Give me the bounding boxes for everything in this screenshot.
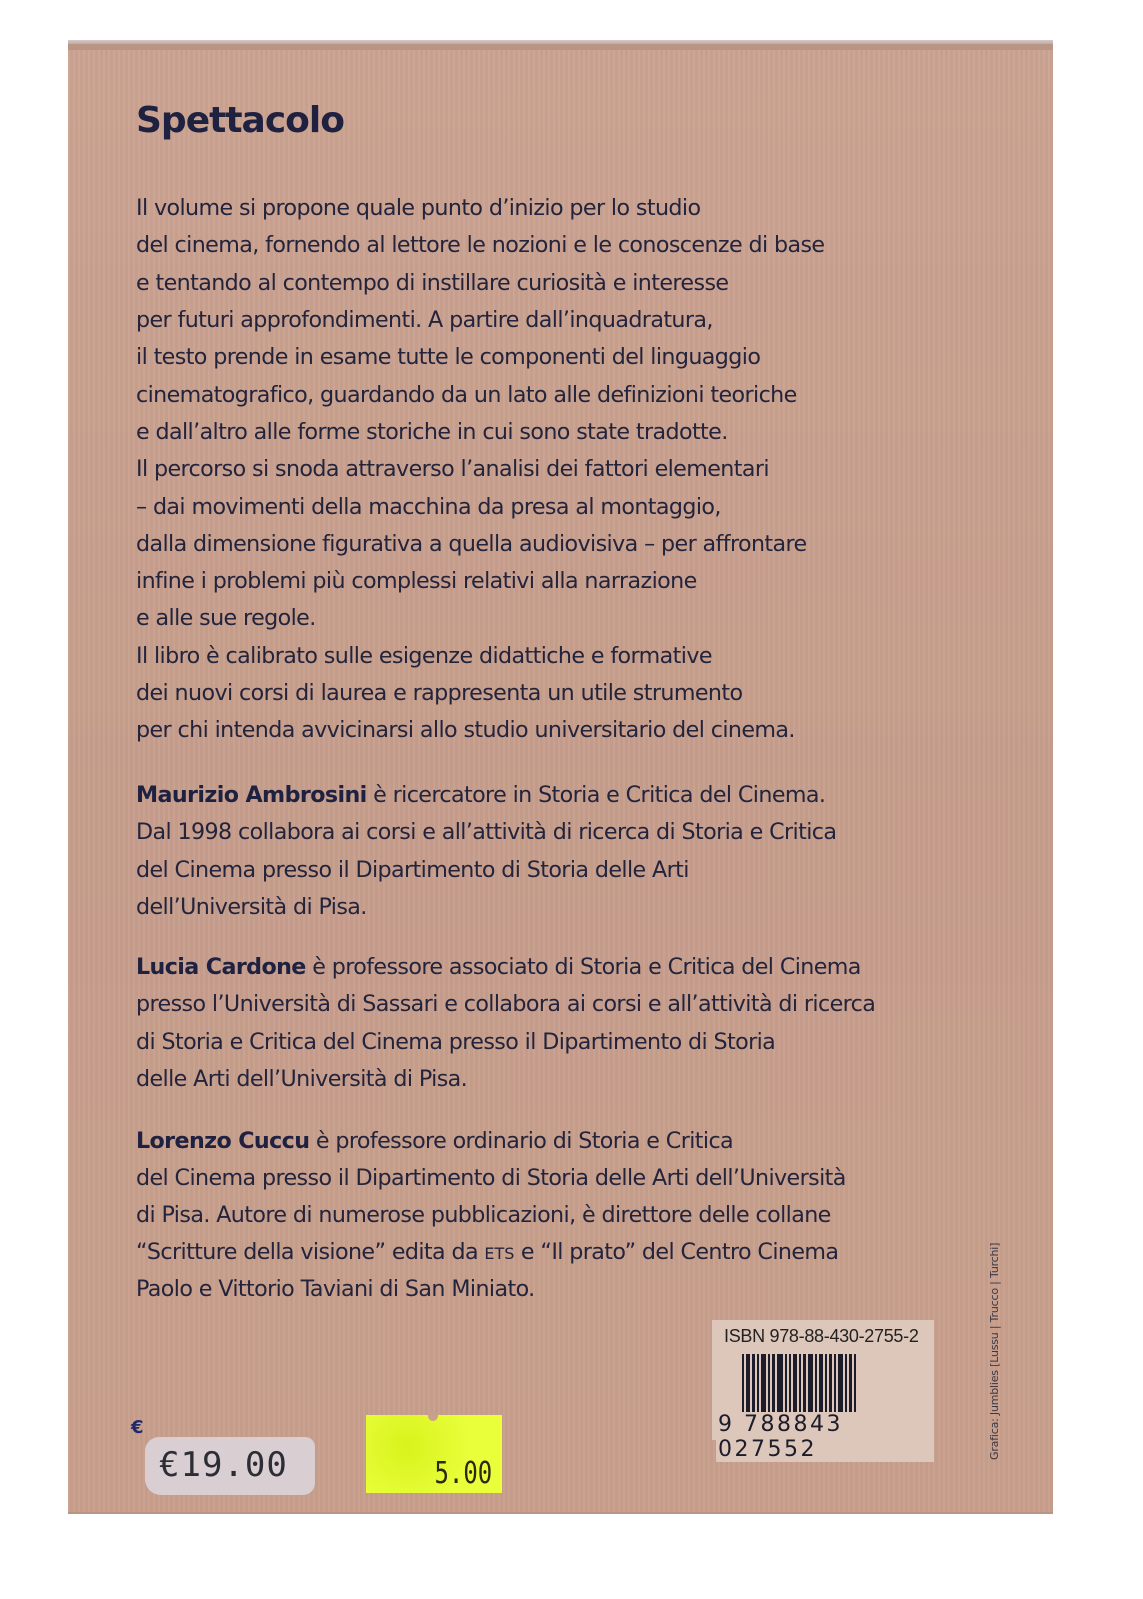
blurb-line: e alle sue regole.	[136, 605, 316, 631]
blurb-line: cinematografico, guardando da un lato alle definizioni teoriche	[136, 382, 797, 408]
series-title: Spettacolo	[136, 100, 344, 141]
author-bio-line: del Cinema presso il Dipartimento di Storia delle Arti	[136, 857, 689, 883]
author-bio-line	[136, 956, 861, 978]
author-bio-text: è ricercatore in Storia e Critica del Cinema.	[366, 782, 826, 808]
author-name: Lucia Cardone	[136, 954, 306, 980]
euro-mark: €	[131, 1417, 144, 1438]
blurb-line: dei nuovi corsi di laurea e rappresenta un utile strumento	[136, 680, 743, 706]
blurb-line: Il percorso si snoda attraverso l’analisi dei fattori elementari	[136, 456, 769, 482]
blurb-line: – dai movimenti della macchina da presa al montaggio,	[136, 494, 721, 520]
author-bio-line	[136, 1241, 838, 1263]
author-bio-line: Dal 1998 collabora ai corsi e all’attività di ricerca di Storia e Critica	[136, 819, 837, 845]
blurb-line: infine i problemi più complessi relativi alla narrazione	[136, 568, 697, 594]
original-price: €19.00	[159, 1445, 288, 1485]
author-bio-text: è professore ordinario di Storia e Critica	[309, 1128, 734, 1154]
author-name: Maurizio Ambrosini	[136, 782, 367, 808]
author-bio-line: del Cinema presso il Dipartimento di Storia delle Arti dell’Università	[136, 1165, 846, 1191]
barcode-digits: 9 788843 027552	[716, 1412, 934, 1462]
isbn-number: ISBN 978-88-430-2755-2	[724, 1326, 919, 1346]
author-bio-text: è professore associato di Storia e Critica del Cinema	[305, 954, 861, 980]
blurb-line: e tentando al contempo di instillare curiosità e interesse	[136, 270, 729, 296]
author-bio-line	[136, 1130, 733, 1152]
price-sticker-discount	[366, 1415, 502, 1493]
publisher-name: ETS	[484, 1244, 515, 1263]
design-credit: Grafica: Jumblies [Lussu | Trucco | Turchi]	[988, 1242, 1001, 1460]
blurb-line: e dall’altro alle forme storiche in cui sono state tradotte.	[136, 419, 728, 445]
author-bio-line: di Pisa. Autore di numerose pubblicazioni, è direttore delle collane	[136, 1202, 831, 1228]
price-sticker-original	[145, 1437, 315, 1495]
author-bio-line: presso l’Università di Sassari e collabora ai corsi e all’attività di ricerca	[136, 991, 876, 1017]
isbn-barcode-label	[712, 1320, 934, 1462]
blurb-line: dalla dimensione figurativa a quella audiovisiva – per affrontare	[136, 531, 807, 557]
author-name: Lorenzo Cuccu	[136, 1128, 310, 1154]
sticker-notch	[428, 1413, 438, 1421]
author-bio-line	[136, 784, 825, 806]
blurb-line: Il libro è calibrato sulle esigenze didattiche e formative	[136, 643, 712, 669]
author-bio-line: dell’Università di Pisa.	[136, 894, 367, 920]
blurb-line: del cinema, fornendo al lettore le nozioni e le conoscenze di base	[136, 232, 825, 258]
blurb-line: il testo prende in esame tutte le componenti del linguaggio	[136, 344, 761, 370]
author-bio-line: di Storia e Critica del Cinema presso il Dipartimento di Storia	[136, 1029, 776, 1055]
author-bio-line: Paolo e Vittorio Taviani di San Miniato.	[136, 1276, 535, 1302]
blurb-line: per chi intenda avvicinarsi allo studio universitario del cinema.	[136, 717, 795, 743]
author-bio-line: delle Arti dell’Università di Pisa.	[136, 1066, 468, 1092]
author-bio-text: “Scritture della visione” edita da	[136, 1239, 485, 1265]
discount-price: 5.00	[434, 1456, 492, 1491]
blurb-line: per futuri approfondimenti. A partire dall’inquadratura,	[136, 307, 713, 333]
author-bio-text: e “Il prato” del Centro Cinema	[514, 1239, 839, 1265]
blurb-line: Il volume si propone quale punto d’inizio per lo studio	[136, 195, 701, 221]
